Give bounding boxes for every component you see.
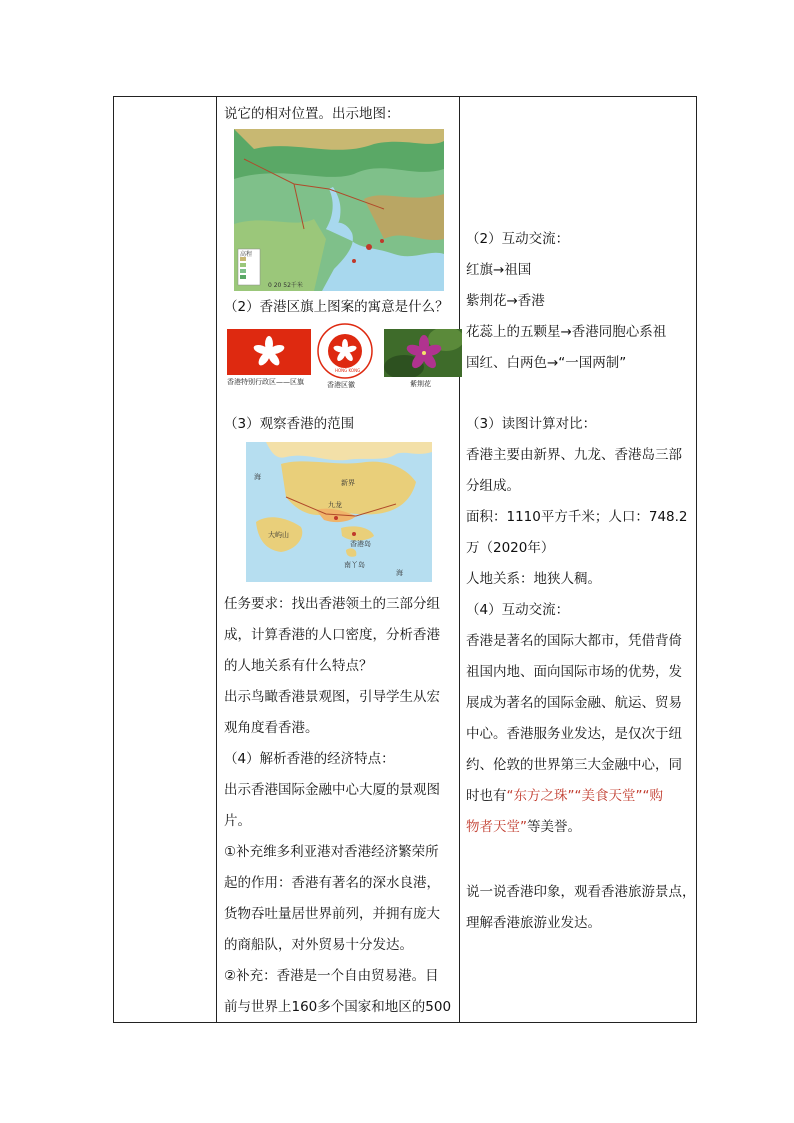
right-line-13: 中心。香港服务业发达，是仅次于纽 xyxy=(466,726,682,742)
right-block-5 xyxy=(466,877,696,939)
right-line-9: 人地关系：地狭人稠。 xyxy=(466,571,601,587)
right-heading-3: （3）读图计算对比： xyxy=(466,416,597,432)
right-line-12: 展成为著名的国际金融、航运、贸易 xyxy=(466,695,682,711)
flower-graphic xyxy=(384,329,462,377)
emblem-ring-text: HONG KONG xyxy=(335,368,361,373)
right-line-6: 分组成。 xyxy=(466,478,520,494)
right-heading-4: （4）互动交流： xyxy=(466,602,570,618)
pearl-river-delta-map xyxy=(234,129,444,291)
right-line-16a: 物者天堂” xyxy=(466,819,527,835)
right-line-11: 祖国内地、面向国际市场的优势，发 xyxy=(466,664,682,680)
column-divider-2 xyxy=(459,97,460,1022)
emblem-caption: 香港区徽 xyxy=(327,381,355,389)
map2-label-lantau: 大屿山 xyxy=(268,531,289,539)
map2-label-sea-west: 海 xyxy=(254,473,261,481)
map2-label-lamma: 南丫岛 xyxy=(344,561,365,569)
map2-label-kowloon: 九龙 xyxy=(328,501,342,509)
right-line-15a: 时也有 xyxy=(466,788,507,804)
right-heading-2: （2）互动交流： xyxy=(466,231,570,247)
column-divider-1 xyxy=(216,97,217,1022)
task-line-3: 的人地关系有什么特点？ xyxy=(224,658,373,674)
right-line-7: 面积：1110平方千米；人口：748.2 xyxy=(466,509,688,525)
map1-scale: 0 20 52千米 xyxy=(268,282,303,289)
right-line-16 xyxy=(466,812,688,843)
task-line-1: 任务要求：找出香港领土的三部分组 xyxy=(224,596,440,612)
right-block-3 xyxy=(466,409,688,843)
right-line-1: 红旗→祖国 xyxy=(466,262,532,278)
question-3: （3）观察香港的范围 xyxy=(224,416,355,432)
right-line-4: 国红、白两色→“一国两制” xyxy=(466,355,627,371)
right-line-2: 紫荆花→香港 xyxy=(466,293,545,309)
hong-kong-regions-map xyxy=(246,442,432,582)
econ-line-2: 片。 xyxy=(224,813,251,829)
task-block xyxy=(224,589,451,1023)
flag-graphic xyxy=(227,329,311,375)
hk-emblem xyxy=(317,323,377,389)
task-line-4: 出示鸟瞰香港景观图，引导学生从宏 xyxy=(224,689,440,705)
right-line-8: 万（2020年） xyxy=(466,540,555,556)
map2-label-new-territories: 新界 xyxy=(341,479,355,487)
right-line-16b: 等美誉。 xyxy=(527,819,581,835)
terrain-map-graphic xyxy=(234,129,444,291)
task-line-5: 观角度看香港。 xyxy=(224,720,319,736)
right-block-2 xyxy=(466,224,666,379)
right-line-10: 香港是著名的国际大都市，凭借背倚 xyxy=(466,633,682,649)
question-4: （4）解析香港的经济特点： xyxy=(224,751,395,767)
right-line-14: 约、伦敦的世界第三大金融中心，同 xyxy=(466,757,682,773)
supplement-1d: 的商船队，对外贸易十分发达。 xyxy=(224,937,413,953)
right-line-5: 香港主要由新界、九龙、香港岛三部 xyxy=(466,447,682,463)
question-2: （2）香港区旗上图案的寓意是什么？ xyxy=(224,299,449,315)
right-line-15b: “东方之珠”“美食天堂”“购 xyxy=(506,788,663,804)
task-line-2: 成，计算香港的人口密度，分析香港 xyxy=(224,627,440,643)
bauhinia-flower-photo xyxy=(384,329,462,389)
right-line-3: 花蕊上的五颗星→香港同胞心系祖 xyxy=(466,324,667,340)
flag-caption: 香港特别行政区——区旗 xyxy=(227,378,304,386)
lesson-table xyxy=(113,96,697,1023)
hk-flag xyxy=(227,329,311,385)
right-line-17: 说一说香港印象，观看香港旅游景点， xyxy=(466,884,696,900)
supplement-1b: 起的作用：香港有著名的深水良港， xyxy=(224,875,440,891)
hk-map-graphic xyxy=(246,442,432,582)
map2-label-hk-island: 香港岛 xyxy=(350,540,371,548)
supplement-2a: ②补充：香港是一个自由贸易港。目 xyxy=(224,968,439,984)
econ-line-1: 出示香港国际金融中心大厦的景观图 xyxy=(224,782,440,798)
intro-text: 说它的相对位置。出示地图： xyxy=(224,106,400,122)
supplement-1c: 货物吞吐量居世界前列，并拥有庞大 xyxy=(224,906,440,922)
flower-caption: 紫荆花 xyxy=(410,380,431,388)
right-line-15 xyxy=(466,781,688,812)
right-line-18: 理解香港旅游业发达。 xyxy=(466,915,601,931)
map2-label-sea-south: 海 xyxy=(396,569,403,577)
supplement-2b: 前与世界上160多个国家和地区的500 xyxy=(224,999,452,1015)
map1-legend-title: 高程 xyxy=(240,251,253,258)
supplement-1a: ①补充维多利亚港对香港经济繁荣所 xyxy=(224,844,439,860)
